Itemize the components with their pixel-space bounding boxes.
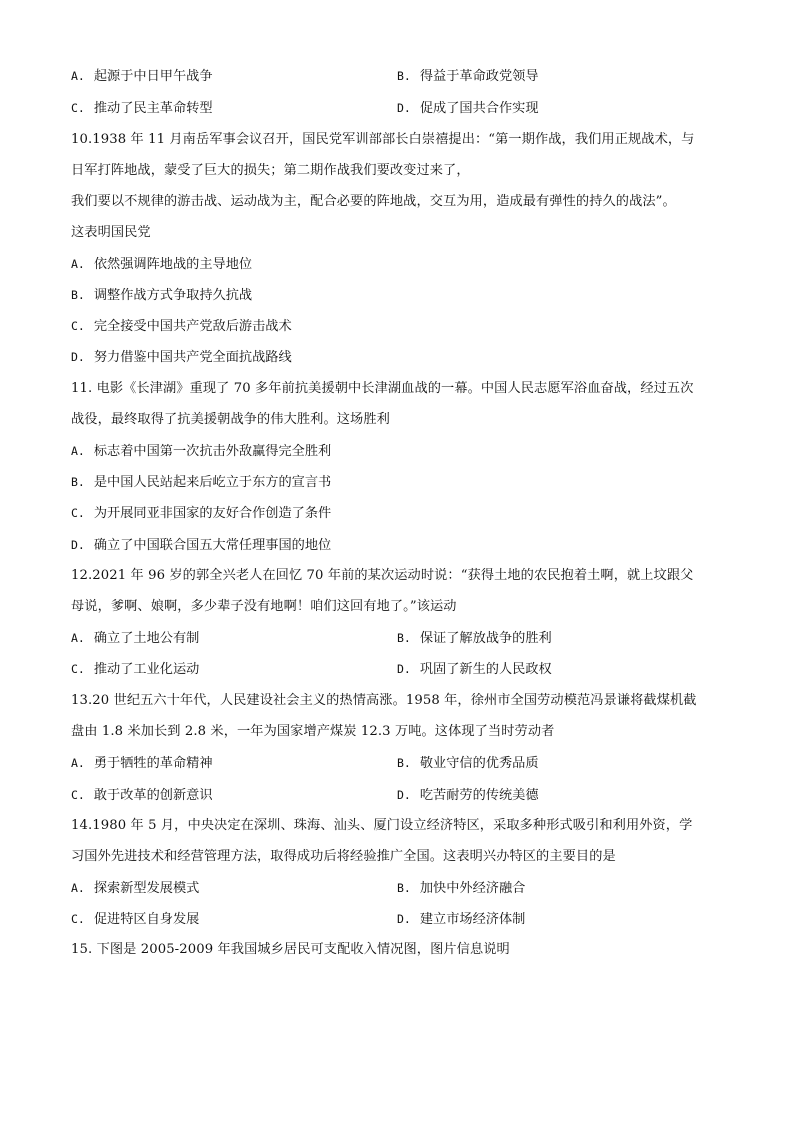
option-text: 加快中外经济融合 <box>419 881 526 896</box>
option-text: 敢于改革的创新意识 <box>93 788 213 803</box>
q10-option-a <box>71 254 252 275</box>
q13-option-c <box>71 785 213 806</box>
q10-option-b <box>71 285 252 306</box>
option-text: 促成了国共合作实现 <box>419 101 539 116</box>
option-letter: D. <box>71 350 85 364</box>
q9-option-b <box>397 66 539 87</box>
option-letter: D. <box>397 101 411 115</box>
option-letter: B. <box>397 69 411 83</box>
option-text: 保证了解放战争的胜利 <box>419 631 552 646</box>
option-letter: B. <box>71 475 85 489</box>
q14-option-c <box>71 909 199 930</box>
q15-stem-line: 15. 下图是 2005-2009 年我国城乡居民可支配收入情况图，图片信息说明 <box>71 942 510 957</box>
q14-stem-line: 14.1980 年 5 月，中央决定在深圳、珠海、汕头、厦门设立经济特区，采取多种形式吸引和利用外资，学 <box>71 818 693 833</box>
option-text: 标志着中国第一次抗击外敌赢得完全胜利 <box>93 444 332 459</box>
q9-option-d <box>397 98 539 119</box>
option-letter: C. <box>71 319 85 333</box>
option-letter: D. <box>71 538 85 552</box>
q12-option-b <box>397 628 552 649</box>
option-text: 努力借鉴中国共产党全面抗战路线 <box>93 350 292 365</box>
q9-option-a <box>71 66 213 87</box>
option-letter: A. <box>71 257 85 271</box>
q11-option-c <box>71 503 331 524</box>
option-text: 是中国人民站起来后屹立于东方的宣言书 <box>93 475 332 490</box>
q11-option-a <box>71 441 331 462</box>
q14-stem-line: 习国外先进技术和经营管理方法，取得成功后将经验推广全国。这表明兴办特区的主要目的是 <box>71 849 616 864</box>
q13-option-d <box>397 785 539 806</box>
q10-option-d <box>71 347 292 368</box>
option-text: 敬业守信的优秀品质 <box>419 756 539 771</box>
option-letter: C. <box>71 506 85 520</box>
option-letter: C. <box>71 788 85 802</box>
q13-stem-line: 13.20 世纪五六十年代，人民建设社会主义的热情高涨。1958 年，徐州市全国劳动模范冯景谦将截煤机截 <box>71 693 697 708</box>
option-letter: D. <box>397 662 411 676</box>
q13-option-a <box>71 753 213 774</box>
q12-option-c <box>71 659 199 680</box>
option-letter: C. <box>71 662 85 676</box>
option-letter: D. <box>397 788 411 802</box>
q10-stem-line: 这表明国民党 <box>71 225 151 240</box>
option-text: 推动了民主革命转型 <box>93 101 213 116</box>
q11-option-d <box>71 535 331 556</box>
q14-option-d <box>397 909 525 930</box>
option-letter: C. <box>71 912 85 926</box>
option-text: 依然强调阵地战的主导地位 <box>93 257 253 272</box>
option-letter: A. <box>71 69 85 83</box>
option-letter: A. <box>71 631 85 645</box>
q11-stem-line: 11. 电影《长津湖》重现了 70 多年前抗美援朝中长津湖血战的一幕。中国人民志愿军浴血奋战，经过五次 <box>71 381 694 396</box>
option-text: 促进特区自身发展 <box>93 912 200 927</box>
option-text: 起源于中日甲午战争 <box>93 69 213 84</box>
q12-option-a <box>71 628 199 649</box>
q10-stem-line: 10.1938 年 11 月南岳军事会议召开，国民党军训部部长白崇禧提出：“第一期作战，我们用正规战术，与 <box>71 132 695 147</box>
option-letter: B. <box>397 756 411 770</box>
option-letter: A. <box>71 756 85 770</box>
option-text: 建立市场经济体制 <box>419 912 526 927</box>
option-text: 确立了土地公有制 <box>93 631 200 646</box>
q10-stem-line: 日军打阵地战，蒙受了巨大的损失；第二期作战我们要改变过来了， <box>71 163 470 178</box>
option-text: 为开展同亚非国家的友好合作创造了条件 <box>93 506 332 521</box>
option-text: 完全接受中国共产党敌后游击战术 <box>93 319 292 334</box>
q14-option-a <box>71 878 199 899</box>
option-text: 吃苦耐劳的传统美德 <box>419 788 539 803</box>
option-letter: A. <box>71 881 85 895</box>
q10-stem-line: 我们要以不规律的游击战、运动战为主，配合必要的阵地战，交互为用，造成最有弹性的持久的战法”。 <box>71 194 676 209</box>
option-letter: B. <box>71 288 85 302</box>
q13-option-b <box>397 753 539 774</box>
option-text: 推动了工业化运动 <box>93 662 200 677</box>
q10-option-c <box>71 316 292 337</box>
option-letter: B. <box>397 881 411 895</box>
option-text: 得益于革命政党领导 <box>419 69 539 84</box>
option-text: 勇于牺牲的革命精神 <box>93 756 213 771</box>
q12-stem-line: 母说，爹啊、娘啊，多少辈子没有地啊！咱们这回有地了。”该运动 <box>71 599 457 614</box>
q11-option-b <box>71 472 331 493</box>
option-text: 探索新型发展模式 <box>93 881 200 896</box>
option-letter: B. <box>397 631 411 645</box>
option-text: 调整作战方式争取持久抗战 <box>93 288 253 303</box>
q11-stem-line: 战役，最终取得了抗美援朝战争的伟大胜利。这场胜利 <box>71 412 390 427</box>
option-letter: D. <box>397 912 411 926</box>
q12-option-d <box>397 659 552 680</box>
q14-option-b <box>397 878 525 899</box>
option-text: 巩固了新生的人民政权 <box>419 662 552 677</box>
q9-option-c <box>71 98 213 119</box>
option-letter: A. <box>71 444 85 458</box>
q12-stem-line: 12.2021 年 96 岁的郭全兴老人在回忆 70 年前的某次运动时说：“获得土地的农民抱着土啊，就上坟跟父 <box>71 568 694 583</box>
q13-stem-line: 盘由 1.8 米加长到 2.8 米，一年为国家增产煤炭 12.3 万吨。这体现了当时劳动者 <box>71 724 555 739</box>
option-text: 确立了中国联合国五大常任理事国的地位 <box>93 538 332 553</box>
option-letter: C. <box>71 101 85 115</box>
